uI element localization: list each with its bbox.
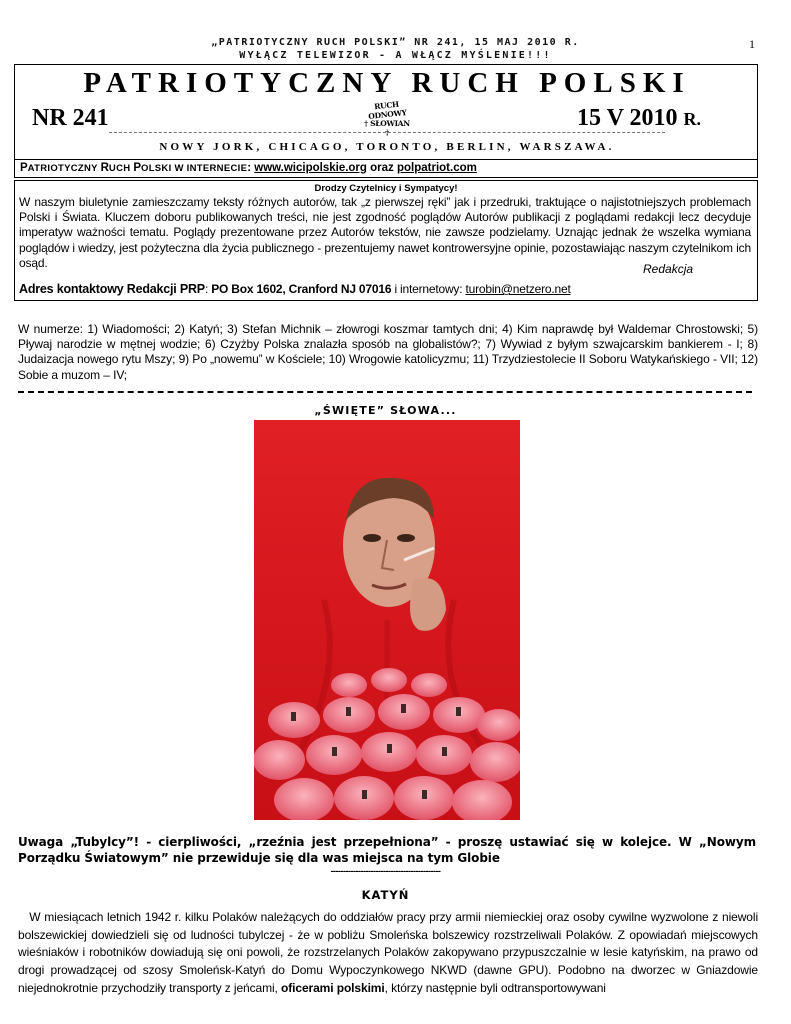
logo-line1: RUCH ODNOWY [367,99,408,121]
contact-email-link[interactable]: turobin@netzero.net [465,282,571,296]
section-divider [18,391,752,393]
issue-date-suffix: R. [683,109,701,129]
online-text: oraz [366,162,397,174]
contact-address: PO Box 1602, Cranford NJ 07016 [211,282,392,296]
article-title-swiete-slowa: „ŚWIĘTE” SŁOWA... [314,404,457,417]
contact-internet: i internetowy: [391,282,466,296]
satirical-picture [254,420,520,820]
issue-date [577,105,701,132]
online-line [20,162,477,174]
contact-line [19,282,571,296]
masthead-box [14,64,758,178]
page-number: 1 [749,37,755,51]
header-issue-line: „PATRIOTYCZNY RUCH POLSKI” NR 241, 15 MAJ 2010 R. [211,37,580,48]
katyn-article-body [18,909,758,998]
logo-line2 [363,119,411,137]
online-text: P [133,162,141,174]
link-polpatriot[interactable]: polpatriot.com [396,162,477,174]
online-text: UCH [108,163,134,174]
editorial-body: W naszym biuletynie zamieszczamy teksty różnych autorów, tak „z pierwszej ręki” jak i przedruki, traktujące o najistotniejszych problemach Polski i Świata. Kluczem doboru publikowanych treści, nie jest zgodność poglądów Autorów publikacji z poglądami redakcji lecz decyduje imperatyw ważności tematu. Poglądy prezentowane przez Autorów tekstów, nie zawsze podzielamy. Uznając jednak że wszelka wymiana poglądów i wiedzy, jest pożyteczna dla życia publicznego - prezentujemy nawet kontrowersyjne opinie, pozostawiając naszym czytelnikom ich osąd. [19,195,751,270]
katyn-text-bold: oficerami polskimi [281,980,385,995]
online-text: : [247,162,255,174]
logo-word: SŁOWIAN [370,119,410,128]
logo-cross-icon: † [385,128,389,137]
cities-line: NOWY JORK, CHICAGO, TORONTO, BERLIN, WARSZAWA. [159,141,615,153]
katyn-text-2: , którzy następnie byli odtransportowywani [384,980,606,995]
contact-colon: : [204,282,212,296]
online-text: P [20,162,28,174]
issue-number: NR 241 [32,105,109,131]
editorial-signature: Redakcja [643,262,694,276]
online-text: OLSKI W INTERNECIE [141,163,248,174]
editorial-box [14,180,758,301]
katyn-text-1: W miesiącach letnich 1942 r. kilku Polaków należących do oddziałów pracy przy armii niemieckiej oraz osoby cywilne wyzwolone z niewoli bolszewickiej dowiedzieli się od ludności tubylczej - że w pobliżu Smoleńska bolszewicy rozstrzeliwali Polaków. Z opowiadań miejscowych wieśniaków i robotników dowiadują się oni powoli, że rozstrzelanych Polaków zakopywano przypuszczalnie w lesie katyńskim, na prawo od drogi prowadzącej od szosy Smoleńsk-Katyń do Domu Wypoczynkowego NKWD (dawne GPU). Podobno na dworzec w Gniazdowie niejednokrotnie przychodziły transporty z jeńcami, [18,910,759,995]
logo-cross-icon: † [364,119,368,128]
table-of-contents: W numerze: 1) Wiadomości; 2) Katyń; 3) Stefan Michnik – złowrogi koszmar tamtych dni; 4) Kim naprawdę był Waldemar Chrostowski; 5) Pływaj narodzie w mętnej wodzie; 6) Czyżby Polska znalazła sposób na globalistów?; 7) Wywiad z byłym szwajcarskim bankierem - I; 8) Judaizacja nowego rytu Mszy; 9) Po „nowemu” w Kościele; 10) Wrogowie katolicyzmu; 11) Trzydziestolecie II Soboru Watykańskiego - VII; 12) Sobie a muzom – IV; [18,322,758,382]
issue-date-main: 15 V 2010 [577,105,684,131]
picture-caption: Uwaga „Tubylcy”! - cierpliwości, „rzeźnia jest przepełniona” - proszę ustawiać się w kolejce. W „Nowym Porządku Światowym” nie przewiduje się dla was miejsca na tym Globie [18,835,756,865]
article-separator: -------------------------------------------- [330,866,441,876]
header-slogan: WYŁĄCZ TELEWIZOR - A WŁĄCZ MYŚLENIE!!! [239,50,552,61]
article-title-katyn: KATYŃ [361,888,410,902]
ruch-odnowy-logo [363,99,411,137]
contact-label: Adres kontaktowy Redakcji PRP [19,282,205,296]
online-text: ATRIOTYCZNY [27,163,101,174]
online-text: R [100,162,109,174]
editorial-heading: Drodzy Czytelnicy i Sympatycy! [314,183,458,194]
newspaper-title: PATRIOTYCZNY RUCH POLSKI [83,67,691,99]
link-wicipolskie[interactable]: www.wicipolskie.org [254,162,367,174]
masthead-divider [109,132,665,133]
